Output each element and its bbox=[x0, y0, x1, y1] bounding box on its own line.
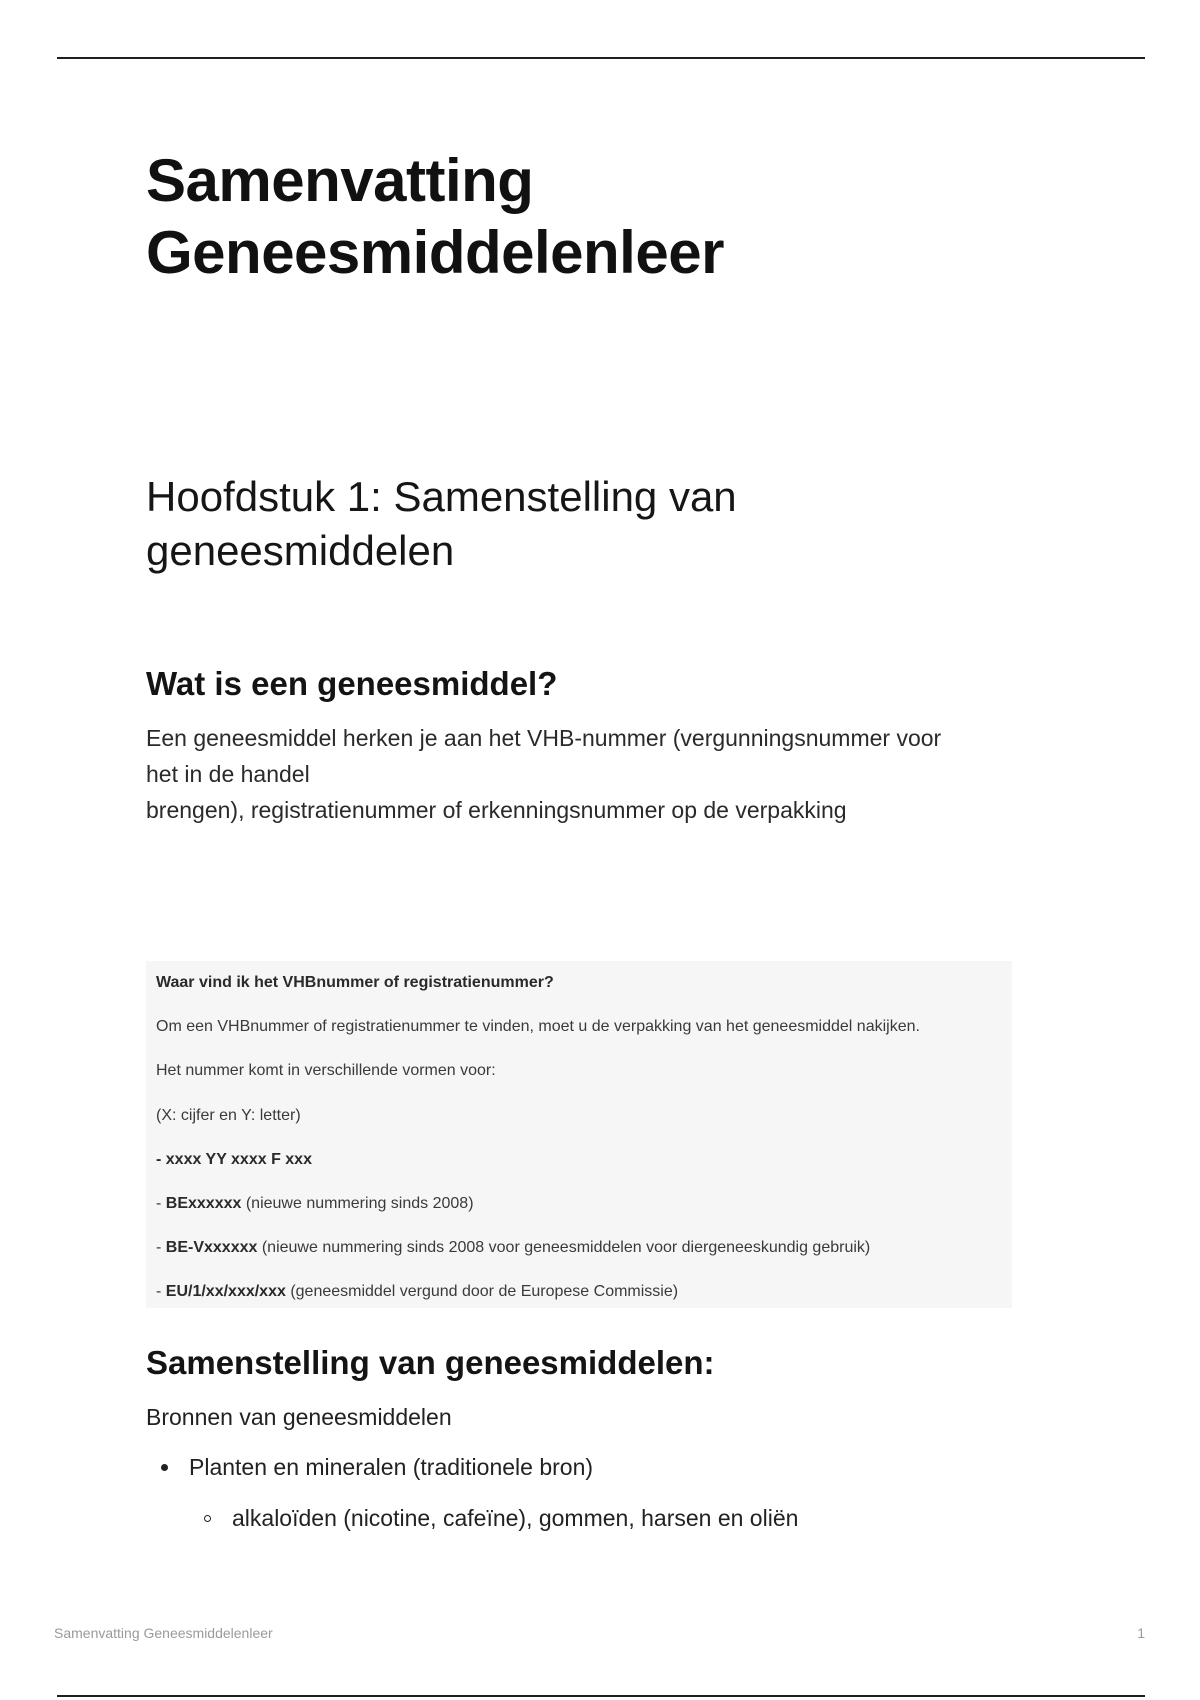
vhb-info-image bbox=[146, 961, 1012, 1308]
bottom-rule bbox=[57, 1695, 1145, 1697]
infobox-format-2 bbox=[156, 1194, 474, 1214]
format-3-note: (nieuwe nummering sinds 2008 voor geneesmiddelen voor diergeneeskundig gebruik) bbox=[257, 1239, 871, 1256]
format-1-code: - xxxx YY xxxx F xxx bbox=[156, 1151, 312, 1168]
document-title-line-1: Samenvatting bbox=[146, 147, 534, 214]
format-4-prefix: - bbox=[156, 1283, 166, 1300]
infobox-line-2: Het nummer komt in verschillende vormen voor: bbox=[156, 1062, 496, 1079]
infobox-line-1: Om een VHBnummer of registratienummer te vinden, moet u de verpakking van het geneesmiddel nakijken. bbox=[156, 1018, 920, 1035]
infobox-heading: Waar vind ik het VHBnummer of registratienummer? bbox=[156, 974, 554, 991]
intro-paragraph bbox=[146, 720, 1046, 828]
format-4-note: (geneesmiddel vergund door de Europese Commissie) bbox=[285, 1283, 679, 1300]
intro-line-1: Een geneesmiddel herken je aan het VHB-nummer (vergunningsnummer voor bbox=[146, 725, 942, 751]
list-item-text: Planten en mineralen (traditionele bron) bbox=[189, 1454, 594, 1480]
page-number: 1 bbox=[1137, 1625, 1145, 1641]
infobox-format-1 bbox=[156, 1150, 312, 1170]
section-title-composition: Samenstelling van geneesmiddelen: bbox=[146, 1344, 715, 1381]
format-3-prefix: - bbox=[156, 1239, 166, 1256]
chapter-title bbox=[146, 470, 737, 578]
top-rule bbox=[57, 57, 1145, 59]
format-2-prefix: - bbox=[156, 1195, 166, 1212]
infobox-format-4 bbox=[156, 1282, 678, 1302]
sources-label: Bronnen van geneesmiddelen bbox=[146, 1404, 452, 1430]
chapter-title-line-2: geneesmiddelen bbox=[146, 527, 455, 574]
bullet-ring bbox=[204, 1515, 211, 1522]
sub-list-item-text: alkaloïden (nicotine, cafeïne), gommen, harsen en oliën bbox=[232, 1505, 799, 1531]
section-title-what-is: Wat is een geneesmiddel? bbox=[146, 665, 558, 702]
intro-line-3: brengen), registratienummer of erkenningsnummer op de verpakking bbox=[146, 797, 847, 823]
footer-title: Samenvatting Geneesmiddelenleer bbox=[54, 1625, 273, 1641]
format-2-note: (nieuwe nummering sinds 2008) bbox=[241, 1195, 474, 1212]
format-4-code: EU/1/xx/xxx/xxx bbox=[165, 1283, 286, 1300]
infobox-format-3 bbox=[156, 1238, 870, 1258]
intro-line-2: het in de handel bbox=[146, 761, 310, 787]
document-title bbox=[146, 145, 724, 289]
bullet-dot bbox=[161, 1464, 168, 1471]
chapter-title-line-1: Hoofdstuk 1: Samenstelling van bbox=[146, 473, 737, 520]
infobox-line-3: (X: cijfer en Y: letter) bbox=[156, 1107, 301, 1124]
format-2-code: BExxxxxx bbox=[165, 1195, 242, 1212]
document-title-line-2: Geneesmiddelenleer bbox=[146, 219, 724, 286]
format-3-code: BE-Vxxxxxx bbox=[165, 1239, 258, 1256]
